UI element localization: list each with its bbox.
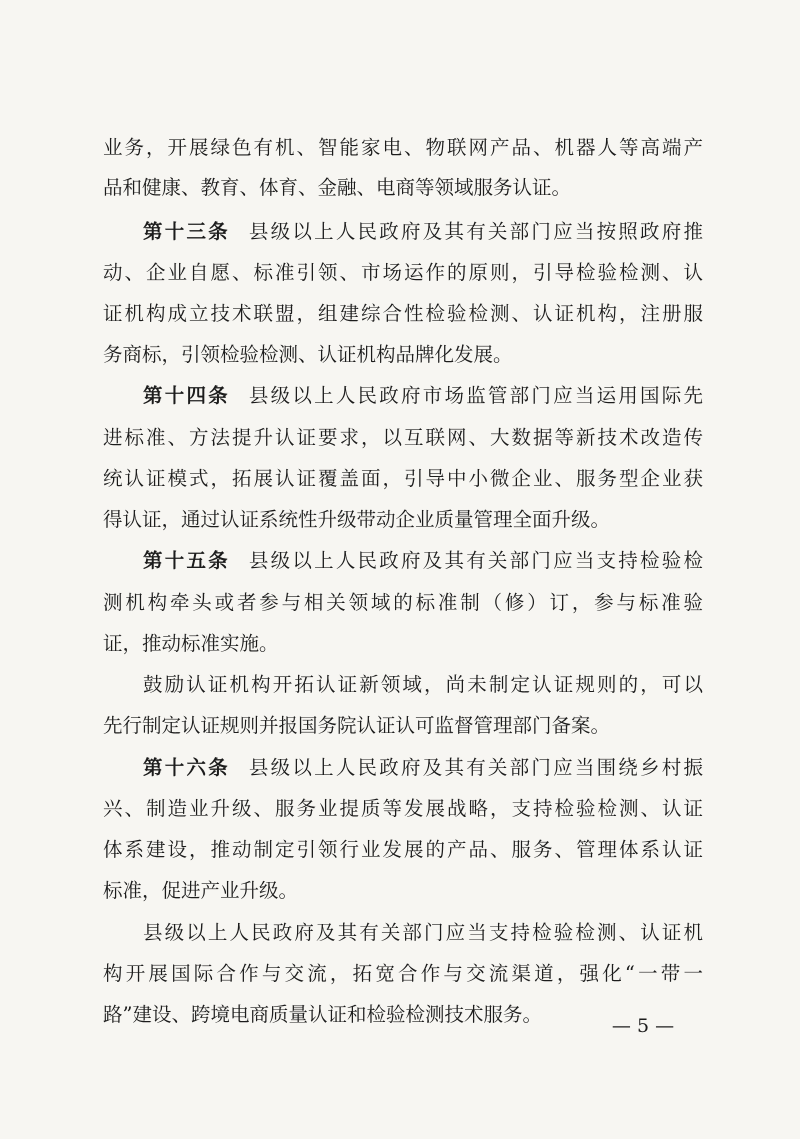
text-line: 证机构成立技术联盟，组建综合性检验检测、认证机构，注册服 (103, 302, 703, 325)
text-line: 统认证模式，拓展认证覆盖面，引导中小微企业、服务型企业获 (103, 467, 703, 490)
article-16-text: 县级以上人民政府及其有关部门应当围绕乡村振 (248, 756, 703, 779)
text-line: 品和健康、教育、体育、金融、电商等领域服务认证。 (103, 176, 572, 199)
article-13-line (143, 212, 703, 252)
text-line: 县级以上人民政府及其有关部门应当支持检验检测、认证机 (143, 921, 703, 944)
text-line: 鼓励认证机构开拓认证新领域，尚未制定认证规则的，可以 (143, 673, 703, 696)
article-14-line (143, 376, 703, 416)
text-line: 进标准、方法提升认证要求，以互联网、大数据等新技术改造传 (103, 426, 703, 449)
text-line: 证，推动标准实施。 (103, 632, 279, 655)
article-heading: 第十三条 (143, 220, 230, 243)
page-number: — 5 — (611, 1015, 675, 1037)
text-line: 先行制定认证规则并报国务院认证认可监督管理部门备案。 (103, 714, 611, 737)
text-line: 测机构牵头或者参与相关领域的标准制（修）订，参与标准验 (103, 591, 703, 614)
text-line: 务商标，引领检验检测、认证机构品牌化发展。 (103, 343, 513, 366)
text-line: 动、企业自愿、标准引领、市场运作的原则，引导检验检测、认 (103, 261, 703, 284)
text-line: 路”建设、跨境电商质量认证和检验检测技术服务。 (103, 1003, 542, 1026)
article-heading: 第十四条 (143, 384, 230, 407)
article-15-text: 县级以上人民政府及其有关部门应当支持检验检 (248, 549, 703, 572)
text-line: 得认证，通过认证系统性升级带动企业质量管理全面升级。 (103, 508, 611, 531)
text-line: 兴、制造业升级、服务业提质等发展战略，支持检验检测、认证 (103, 797, 703, 820)
text-line: 标准，促进产业升级。 (103, 879, 299, 902)
text-line: 业务，开展绿色有机、智能家电、物联网产品、机器人等高端产 (103, 136, 703, 159)
article-15-line (143, 541, 703, 581)
text-line: 构开展国际合作与交流，拓宽合作与交流渠道，强化“一带一 (103, 962, 703, 985)
article-16-line (143, 748, 703, 788)
text-line: 体系建设，推动制定引领行业发展的产品、服务、管理体系认证 (103, 838, 703, 861)
article-heading: 第十五条 (143, 549, 230, 572)
article-heading: 第十六条 (143, 756, 230, 779)
article-13-text: 县级以上人民政府及其有关部门应当按照政府推 (248, 220, 703, 243)
article-14-text: 县级以上人民政府市场监管部门应当运用国际先 (248, 384, 703, 407)
